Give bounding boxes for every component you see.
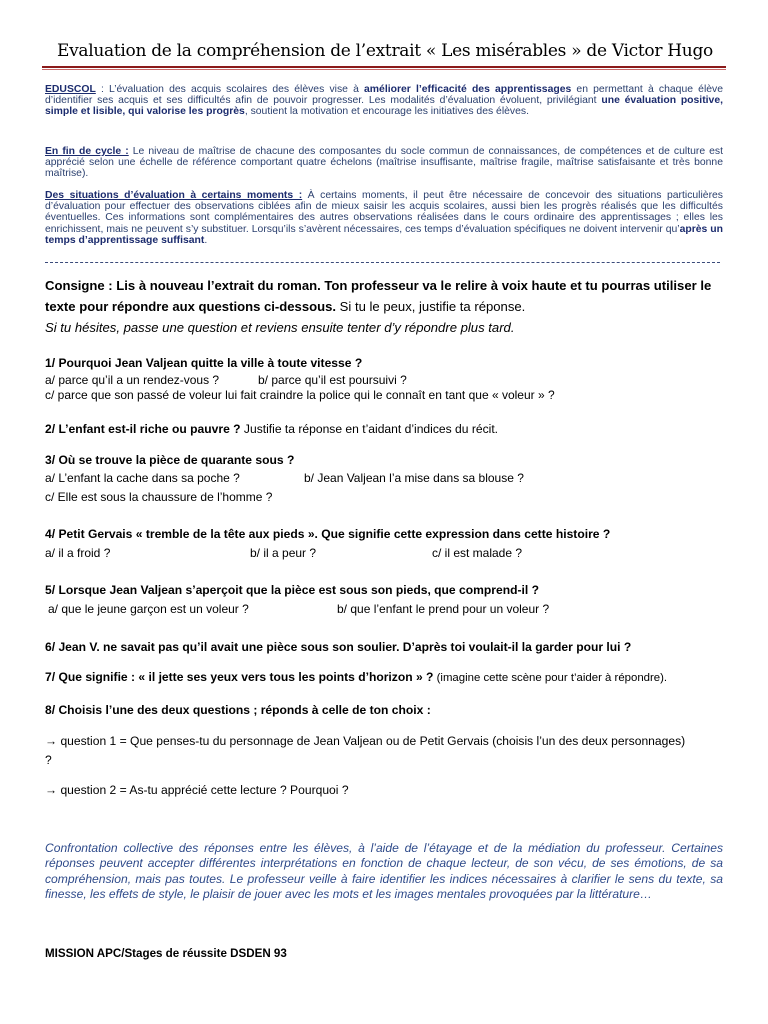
question-1-option-c: c/ parce que son passé de voleur lui fait craindre la police qui le connaît en tant que « voleur » ?: [45, 388, 555, 402]
question-4-text: 4/ Petit Gervais « tremble de la tête aux pieds ». Que signifie cette expression dans cette histoire ?: [45, 527, 611, 541]
page-title: Evaluation de la compréhension de l’extrait « Les misérables » de Victor Hugo: [57, 41, 713, 61]
question-2: [45, 421, 498, 439]
question-8: [45, 702, 431, 720]
consigne-italic: Si tu hésites, passe une question et reviens ensuite tenter d’y répondre plus tard.: [45, 320, 515, 335]
question-4-option-a: a/ il a froid ?: [45, 546, 111, 560]
question-8-option-1-text: question 1 = Que penses-tu du personnage de Jean Valjean ou de Petit Gervais: [57, 734, 489, 748]
dashed-separator: [45, 262, 720, 263]
title-rule-thin: [42, 69, 726, 70]
eduscol-label: EDUSCOL: [45, 84, 96, 95]
question-3-option-c: c/ Elle est sous la chaussure de l’homme ?: [45, 490, 273, 504]
fin-cycle-paragraph: [45, 146, 723, 180]
arrow-right-icon: →: [45, 783, 58, 797]
question-1: [45, 355, 362, 373]
question-8-option-2-text: question 2 = As-tu apprécié cette lecture: [57, 783, 277, 797]
question-8-text: 8/ Choisis l’une des deux questions ; réponds à celle de ton choix :: [45, 703, 431, 717]
question-1-option-b: b/ parce qu’il est poursuivi ?: [258, 373, 407, 387]
eduscol-bold-2: une évaluation positive, simple et lisible, qui valorise les progrès: [45, 95, 723, 118]
consigne-normal: Si tu le peux, justifie ta réponse.: [336, 299, 526, 314]
question-5-option-a: a/ que le jeune garçon est un voleur ?: [48, 602, 249, 616]
consigne-block: [45, 275, 735, 338]
question-7: [45, 669, 667, 688]
eduscol-bold-1: améliorer l’efficacité des apprentissages: [364, 84, 572, 95]
eduscol-text-3: , soutient la motivation et encourage les initiatives des élèves.: [244, 106, 529, 118]
question-6: [45, 639, 631, 657]
question-4: [45, 526, 610, 544]
situations-label: Des situations d’évaluation à certains moments :: [45, 190, 303, 201]
title-rule: [42, 66, 726, 68]
consigne-bold: Consigne : Lis à nouveau l’extrait du roman. Ton professeur va le relire à voix haute et tu pourras utiliser le texte pour répondre aux questions ci-dessous.: [45, 278, 712, 314]
question-7-hint: (imagine cette scène pour t’aider à répondre).: [433, 672, 668, 684]
question-3-option-b: b/ Jean Valjean l’a mise dans sa blouse ?: [304, 471, 524, 485]
question-4-option-b: b/ il a peur ?: [250, 546, 317, 560]
arrow-right-icon: →: [45, 734, 58, 748]
question-5-text: 5/ Lorsque Jean Valjean s’aperçoit que la pièce est sous son pieds, que comprend-il ?: [45, 583, 539, 597]
eduscol-paragraph: [45, 84, 723, 118]
question-8-option-2-hint: ? Pourquoi ?: [276, 783, 349, 797]
question-8-option-1: [45, 732, 695, 770]
fin-cycle-label: En fin de cycle :: [45, 146, 129, 157]
question-8-option-2: [45, 782, 349, 800]
eduscol-text-1: : L’évaluation des acquis scolaires des élèves vise à: [95, 84, 365, 95]
question-8-option-1-hint: (choisis l’un des deux personnages) ?: [45, 734, 686, 767]
question-5-option-b: b/ que l’enfant le prend pour un voleur ?: [337, 602, 550, 616]
question-2-text: 2/ L’enfant est-il riche ou pauvre ?: [45, 422, 241, 436]
question-6-text: 6/ Jean V. ne savait pas qu’il avait une pièce sous son soulier. D’après toi voulait-il la garder pour lui ?: [45, 640, 632, 654]
situations-end: .: [204, 234, 208, 246]
situations-bold: après un temps d’apprentissage suffisant: [45, 223, 723, 246]
eduscol-text-2: en permettant à chaque élève d’identifier ses acquis et ses difficultés afin de pouvoir progresser. Les modalités d’évaluation évoluent, privilégiant: [45, 84, 724, 107]
question-7-text: 7/ Que signifie : « il jette ses yeux vers tous les points d’horizon » ?: [45, 670, 434, 684]
question-5: [45, 582, 539, 600]
question-1-option-a: a/ parce qu’il a un rendez-vous ?: [45, 373, 220, 387]
situations-text: À certains moments, il peut être nécessaire de concevoir des situations particulières d’évaluation pour effectuer des observations ciblées afin de mieux saisir les acquis scolaires, aussi bien les progrès réalisés que les difficultés éventuelles. Ces informations sont complémentaires des autres observations réalisées dans le cours ordinaire des apprentissages ; elles les enrichissent, mais ne peuvent s’y substituer. Lorsqu’ils s’avèrent nécessaires, ces temps d’évaluation spécifiques ne doivent intervenir qu’: [45, 190, 723, 235]
fin-cycle-text: Le niveau de maîtrise de chacune des composantes du socle commun de connaissances, de compétences et de culture est apprécié selon une échelle de référence comportant quatre échelons (maîtrise insuffisante, maîtrise fragile, maîtrise satisfaisante et très bonne maîtrise).: [45, 146, 723, 180]
question-4-option-c: c/ il est malade ?: [432, 546, 523, 560]
question-2-hint: Justifie ta réponse en t’aidant d’indices du récit.: [240, 422, 499, 436]
question-1-text: 1/ Pourquoi Jean Valjean quitte la ville à toute vitesse ?: [45, 356, 363, 370]
question-3-text: 3/ Où se trouve la pièce de quarante sous ?: [45, 453, 295, 467]
footer-text: MISSION APC/Stages de réussite DSDEN 93: [45, 947, 287, 960]
question-3: [45, 452, 294, 470]
question-3-option-a: a/ L’enfant la cache dans sa poche ?: [45, 471, 240, 485]
situations-paragraph: [45, 190, 723, 246]
confrontation-paragraph: Confrontation collective des réponses entre les élèves, à l’aide de l’étayage et de la médiation du professeur. Certaines réponses peuvent accepter différentes interprétations en fonction de chaque lecteur, de son vécu, de ses émotions, de sa compréhension, mais pas toutes. Le professeur veille à faire identifier les indices nécessaires à clarifier le sens du texte, sa finesse, les effets de style, le plaisir de jouer avec les mots et les images mentales provoquées par la littérature…: [45, 841, 723, 901]
